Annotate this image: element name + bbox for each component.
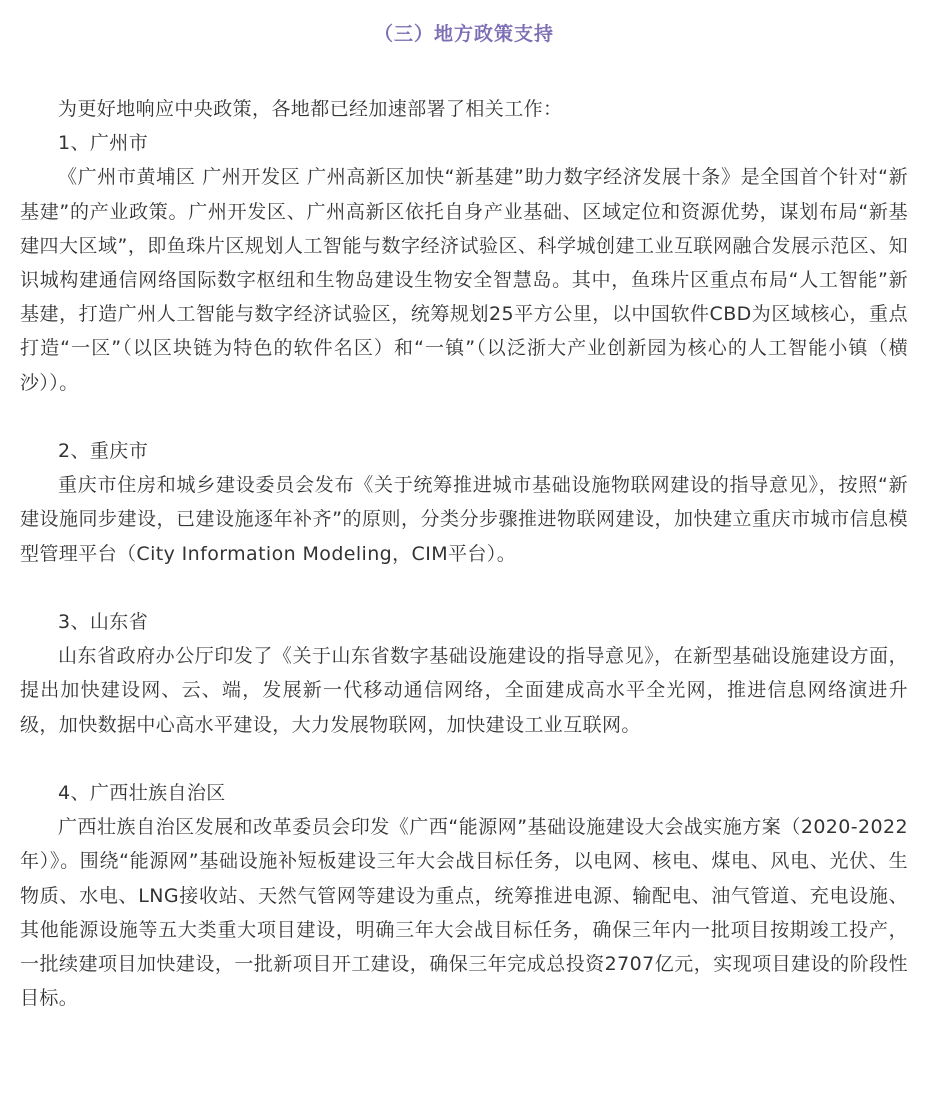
intro-paragraph: 为更好地响应中央政策，各地都已经加速部署了相关工作： [58,98,563,120]
region-heading-shandong: 3、山东省 [58,611,149,634]
article-body [20,92,908,1015]
region-paragraph-guangxi: 广西壮族自治区发展和改革委员会印发《广西“能源网”基础设施建设大会战实施方案（2020-2022年）》。围绕“能源网”基础设施补短板建设三年大会战目标任务，以电网、核电、煤电、风电、光伏、生物质、水电、LNG接收站、天然气管网等建设为重点，统筹推进电源、输配电、油气管道、充电设施、其他能源设施等五大类重大项目建设，明确三年大会战目标任务，确保三年内一批项目按期竣工投产，一批续建项目加快建设，一批新项目开工建设，确保三年完成总投资2707亿元，实现项目建设的阶段性目标。 [20,816,908,1010]
region-heading-guangzhou: 1、广州市 [58,132,149,155]
region-paragraph-shandong: 山东省政府办公厅印发了《关于山东省数字基础设施建设的指导意见》，在新型基础设施建设方面，提出加快建设网、云、端，发展新一代移动通信网络，全面建成高水平全光网，推进信息网络演进升级，加快数据中心高水平建设，大力发展物联网，加快建设工业互联网。 [20,645,908,736]
region-heading-guangxi: 4、广西壮族自治区 [58,782,226,805]
region-heading-chongqing: 2、重庆市 [58,440,149,463]
section-title: （三）地方政策支持 [373,23,554,45]
paragraph-spacer [20,742,908,776]
region-paragraph-guangzhou: 《广州市黄埔区 广州开发区 广州高新区加快“新基建”助力数字经济发展十条》是全国首个针对“新基建”的产业政策。广州开发区、广州高新区依托自身产业基础、区域定位和资源优势，谋划布局“新基建四大区域”，即鱼珠片区规划人工智能与数字经济试验区、科学城创建工业互联网融合发展示范区、知识城构建通信网络国际数字枢纽和生物岛建设生物安全智慧岛。其中，鱼珠片区重点布局“人工智能”新基建，打造广州人工智能与数字经济试验区，统筹规划25平方公里，以中国软件CBD为区域核心，重点打造“一区”（以区块链为特色的软件名区）和“一镇”（以泛浙大产业创新园为核心的人工智能小镇（横沙））。 [20,166,908,394]
paragraph-spacer [20,400,908,434]
region-paragraph-chongqing: 重庆市住房和城乡建设委员会发布《关于统筹推进城市基础设施物联网建设的指导意见》，按照“新建设施同步建设，已建设施逐年补齐”的原则，分类分步骤推进物联网建设，加快建立重庆市城市信息模型管理平台（City Information Modeling，CIM平台）。 [20,474,908,565]
paragraph-spacer [20,571,908,605]
